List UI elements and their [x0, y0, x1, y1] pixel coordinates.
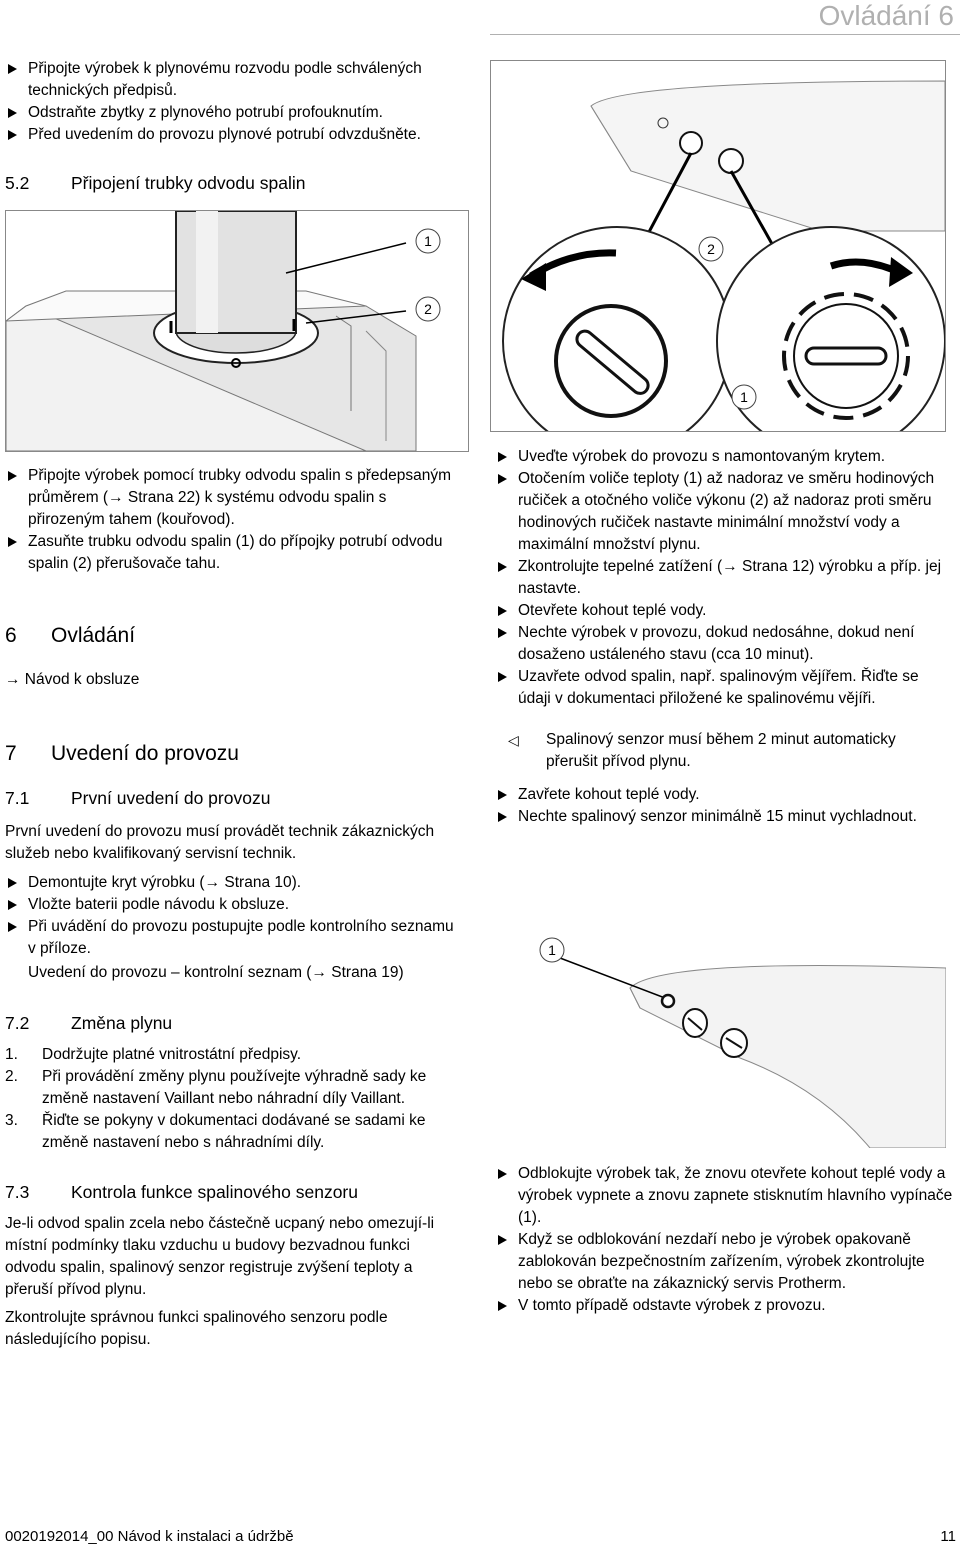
callout-1: 1	[548, 942, 556, 958]
list-item: Uzavřete odvod spalin, např. spalinovým vějířem. Řiďte se údaji v dokumentaci přiložené ke spalinovému vějíři.	[490, 666, 955, 710]
right-steps-a	[490, 446, 955, 710]
section-7-3-para2: Zkontrolujte správnou funkci spalinového senzoru podle následujícího popisu.	[5, 1309, 388, 1348]
right-steps-c	[490, 1163, 955, 1317]
step-number: 2.	[5, 1068, 18, 1085]
callout-2: 2	[424, 301, 432, 317]
list-item: Odblokujte výrobek tak, že znovu otevřete kohout teplé vody a výrobek vypnete a znovu zapnete stisknutím hlavního vypínače (1).	[490, 1163, 955, 1229]
flue-steps	[0, 465, 465, 575]
list-item	[5, 1044, 470, 1066]
section-number: 6	[5, 624, 17, 647]
header-rule	[490, 34, 960, 35]
list-item: Otočením voliče teploty (1) až nadoraz ve směru hodinových ručiček a otočného voliče výkonu (2) až nadoraz proti směru hodinových ručiček nastavte minimální množství vody a maximální množství plynu.	[490, 468, 955, 556]
list-item: Když se odblokování nezdaří nebo je výrobek opakovaně zablokován bezpečnostním zařízením, výrobek zkontrolujte nebo se obraťte na zákaznický servis Protherm.	[490, 1229, 955, 1295]
section-7-2-heading	[5, 1012, 172, 1034]
list-item: Uveďte výrobek do provozu s namontovaným krytem.	[490, 446, 955, 468]
list-item: Demontujte kryt výrobku (→ Strana 10).	[0, 872, 465, 894]
flue-pipe-illustration	[6, 211, 468, 451]
intro-list	[0, 58, 480, 146]
list-item: Odstraňte zbytky z plynového potrubí profouknutím.	[0, 102, 480, 124]
figure-flue-pipe	[5, 210, 469, 452]
list-item: Připojte výrobek k plynovému rozvodu podle schválených technických předpisů.	[0, 58, 480, 102]
step-number: 1.	[5, 1046, 18, 1063]
section-7-3-heading	[5, 1181, 358, 1203]
result-note	[490, 729, 950, 773]
callout-1: 1	[424, 233, 432, 249]
section-title: Připojení trubky odvodu spalin	[71, 173, 306, 193]
section-title: První uvedení do provozu	[71, 788, 271, 808]
section-number: 7.3	[5, 1182, 30, 1202]
section-7-heading	[5, 741, 239, 767]
list-item: Zasuňte trubku odvodu spalin (1) do přípojky potrubí odvodu spalin (2) přerušovače tahu.	[0, 531, 465, 575]
section-title: Ovládání	[51, 624, 136, 647]
section-title: Změna plynu	[71, 1013, 173, 1033]
list-item: V tomto případě odstavte výrobek z provozu.	[490, 1295, 955, 1317]
footer-doc-title: 0020192014_00 Návod k instalaci a údržbě	[5, 1528, 294, 1545]
section-number: 5.2	[5, 173, 30, 193]
section-7-1-intro: První uvedení do provozu musí provádět technik zákaznických služeb nebo kvalifikovaný servisní technik.	[5, 823, 435, 862]
list-item	[5, 1110, 470, 1154]
checklist-ref: Uvedení do provozu – kontrolní seznam (→ Strana 19)	[28, 964, 404, 981]
list-item: Nechte spalinový senzor minimálně 15 minut vychladnout.	[490, 806, 940, 828]
list-item: Připojte výrobek pomocí trubky odvodu spalin s předepsaným průměrem (→ Strana 22) k systému odvodu spalin s přirozeným tahem (kouřovod).	[0, 465, 465, 531]
section-6-heading	[5, 623, 135, 649]
result-text: Spalinový senzor musí během 2 minut automaticky přerušit přívod plynu.	[546, 731, 896, 770]
step-number: 3.	[5, 1112, 18, 1129]
section-title: Kontrola funkce spalinového senzoru	[71, 1182, 358, 1202]
list-item: Před uvedením do provozu plynové potrubí odvzdušněte.	[0, 124, 480, 146]
chapter-header: Ovládání 6	[818, 0, 954, 31]
section-7-1-heading	[5, 787, 270, 809]
list-item: Vložte baterii podle návodu k obsluze.	[0, 894, 465, 916]
section-7-3-para1: Je-li odvod spalin zcela nebo částečně ucpaný nebo omezují-li místní podmínky tlaku vzduchu u budovy bezvadnou funkci odvodu spalin, spalinový senzor registruje zvýšení teploty a přeruší přívod plynu.	[5, 1215, 435, 1298]
section-title: Uvedení do provozu	[51, 742, 239, 765]
section-number: 7.2	[5, 1013, 30, 1033]
list-item	[5, 1066, 470, 1110]
list-item: Nechte výrobek v provozu, dokud nedosáhne, dokud není dosaženo ustáleného stavu (cca 10 minut).	[490, 622, 955, 666]
step-text: Při provádění změny plynu používejte výhradně sady ke změně nastavení Vaillant nebo náhradní díly Vaillant.	[42, 1068, 427, 1107]
list-item: Zkontrolujte tepelné zatížení (→ Strana 12) výrobku a příp. jej nastavte.	[490, 556, 955, 600]
figure-control-knobs	[490, 60, 946, 432]
result-triangle-icon: ◁	[508, 732, 519, 748]
section-5-2-heading	[5, 172, 305, 194]
operating-manual-ref: → Návod k obsluze	[5, 671, 140, 688]
control-knobs-illustration	[491, 61, 945, 431]
section-number: 7.1	[5, 788, 30, 808]
list-item: Při uvádění do provozu postupujte podle kontrolního seznamu v příloze.	[0, 916, 465, 960]
step-text: Řiďte se pokyny v dokumentaci dodávané se sadami ke změně nastavení nebo s náhradními díly.	[42, 1112, 426, 1151]
callout-1: 1	[740, 389, 748, 405]
page-number: 11	[940, 1528, 956, 1545]
step-text: Dodržujte platné vnitrostátní předpisy.	[42, 1046, 302, 1063]
list-item: Zavřete kohout teplé vody.	[490, 784, 940, 806]
section-number: 7	[5, 742, 17, 765]
list-item: Otevřete kohout teplé vody.	[490, 600, 955, 622]
section-7-2-steps	[5, 1044, 470, 1154]
right-steps-b	[490, 784, 940, 828]
boiler-front-illustration	[490, 858, 946, 1148]
callout-2: 2	[707, 241, 715, 257]
figure-boiler-front	[490, 858, 946, 1148]
section-7-1-steps	[0, 872, 465, 984]
